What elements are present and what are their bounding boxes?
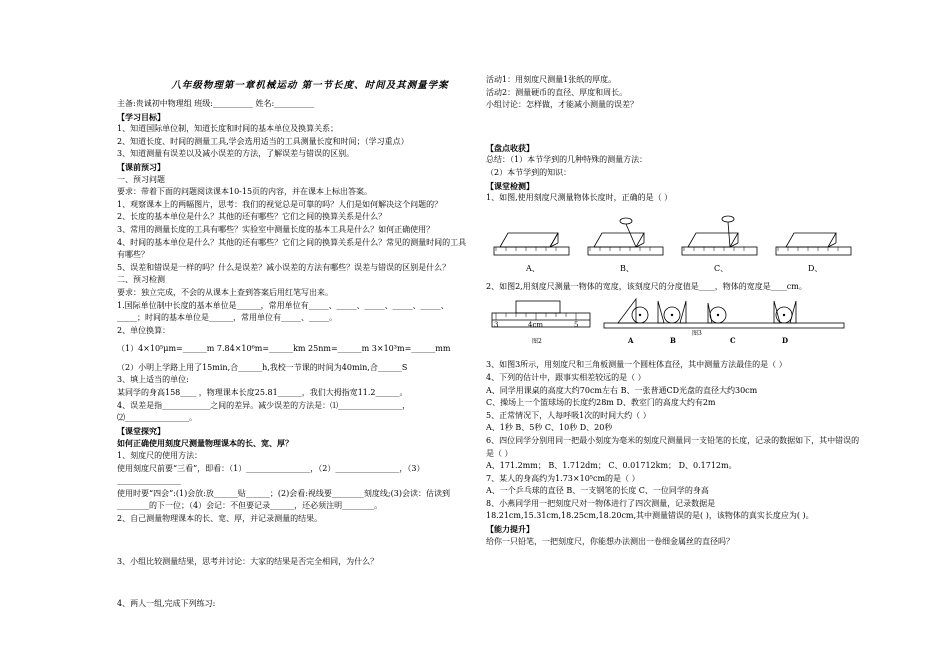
text-line: （1）4×10⁵μm=______m 7.84×10⁶m=______km 25nm=______m 3×10³m=______mm bbox=[117, 344, 451, 354]
tick-label: 5 bbox=[574, 321, 579, 330]
option-b-label: B、 bbox=[620, 263, 634, 273]
author-line: 主备:贵诚初中物理组 班级:__________ 姓名:__________ bbox=[117, 99, 315, 108]
text-line: 活动2：测量硬币的直径、厚度和周长。 bbox=[486, 87, 628, 97]
text-line: 1、如图,使用刻度尺测量物体长度时，正确的是（ ） bbox=[486, 193, 673, 203]
section-heading: 【能力提升】 bbox=[486, 524, 534, 535]
text-line: 2、自己测量物理课本的长、宽、厚，并记录测量的结果。 bbox=[117, 514, 323, 523]
text-line: A、一个乒乓球的直径 B、一支钢笔的长度 C、一位同学的身高 bbox=[486, 486, 709, 496]
text-line: 3、常用的测量长度的工具有哪些？实验室中测量长度的基本工具是什么？如何正确使用？ bbox=[117, 224, 435, 234]
tick-label: 3 bbox=[494, 321, 499, 330]
text-line: 活动1：用刻度尺测量1张纸的厚度。 bbox=[486, 75, 617, 84]
section-heading: 【课堂探究】 bbox=[117, 425, 165, 436]
figure-2-caption: 图2 bbox=[532, 338, 542, 346]
text-line: 4、两人一组,完成下列练习: bbox=[117, 599, 216, 609]
ruler-options-svg bbox=[486, 209, 861, 275]
text-line: 4、误差是指____________之间的差异。减少误差的方法是：⑴________________，⑵________________。 bbox=[117, 400, 411, 423]
text-line: 要求：带着下面的问题阅读课本10-15页的内容，并在课本上标出答案。 bbox=[117, 187, 373, 197]
text-line: 1.国际单位制中长度的基本单位是______，常用单位有_____、_____、_____、_____、_____、_____；时间的基本单位是______，常用单位有_____、_____。 bbox=[117, 300, 449, 323]
right-column bbox=[486, 74, 861, 548]
tick-label: 4cm bbox=[528, 321, 544, 330]
text-line: 4、下列的估计中，跟事实相差较远的是（ ） bbox=[486, 372, 646, 382]
text-line: 4、时间的基本单位是什么？其他的还有哪些？它们之间的换算关系是什么？常见的测量时间的工具有哪些？ bbox=[117, 237, 467, 260]
text-line: 使用刻度尺前要“三看”，即看：（1）________________，（2）________________，（3）________________ bbox=[117, 463, 425, 486]
text-line: （2）本节学到的知识： bbox=[486, 167, 572, 177]
text-line: A、1秒 B、5秒 C、10秒 D、20秒 bbox=[486, 423, 613, 433]
sub-heading: 如何正确使用刻度尺测量物理课本的长、宽、厚？ bbox=[117, 438, 293, 449]
text-line: 5、误差和错误是一样的吗？什么是误差？减小误差的方法有哪些？误差与错误的区别是什么？ bbox=[117, 262, 451, 272]
text-line: 2、知道长度、时间的测量工具,学会选用适当的工具测量长度和时间；（学习重点） bbox=[117, 136, 409, 146]
left-column bbox=[117, 86, 469, 611]
text-line: 1、刻度尺的使用方法： bbox=[117, 451, 203, 461]
text-line: 5、正常情况下，人每呼吸1次的时间大约（ ） bbox=[486, 410, 651, 420]
text-line: 2、长度的基本单位是什么？其他的还有哪些？它们之间的换算关系是什么？ bbox=[117, 212, 387, 222]
text-line: 1、知道国际单位制，知道长度和时间的基本单位及换算关系； bbox=[117, 124, 339, 134]
fig3-label-d: D bbox=[782, 336, 789, 346]
fig3-label-a: A bbox=[628, 336, 634, 346]
text-line: 2、如图2,用刻度尺测量一物体的宽度，该刻度尺的分度值是____，物体的宽度是____cm。 bbox=[486, 281, 807, 291]
ruler-figure-1 bbox=[486, 209, 861, 275]
text-line: 要求：独立完成，不会的从课本上查到答案后用红笔写出来。 bbox=[117, 287, 333, 297]
text-line: 总结：（1）本节学到的几种特殊的测量方法： bbox=[486, 155, 648, 165]
option-c-label: C、 bbox=[714, 263, 729, 273]
fig3-label-c: C bbox=[730, 336, 736, 346]
text-line: 给你一只铅笔，一把刻度尺，你能想办法测出一卷细金属丝的直径吗？ bbox=[486, 536, 734, 546]
text-line: C、操场上一个篮球场的长度约28m D、教室门的高度大约有2m bbox=[486, 398, 716, 408]
page-title: 八年级物理第一章机械运动 第一节长度、时间及其测量学案 bbox=[171, 80, 449, 91]
option-d-label: D、 bbox=[808, 263, 823, 273]
text-line: 某同学的身高158____ ，物理课本长度25.81______，我们大拇指宽11.2______。 bbox=[117, 388, 408, 398]
text-line: 一、预习问题 bbox=[117, 174, 165, 184]
ruler-and-cylinder-svg bbox=[486, 295, 861, 353]
text-line: 3、知道测量有误差以及减小误差的方法，了解误差与错误的区别。 bbox=[117, 149, 355, 159]
text-line: 1、观察课本上的两幅图片，思考：我们的视觉总是可靠的吗？人们是如何解决这个问题的？ bbox=[117, 199, 443, 209]
text-line: 3、填上适当的单位: bbox=[117, 375, 189, 385]
text-line: A、同学用课桌的高度大约70cm左右 B、一张普通CD光盘的直径大约30cm bbox=[486, 385, 758, 395]
section-heading: 【课堂检测】 bbox=[486, 180, 534, 191]
ruler-figure-2-3 bbox=[486, 295, 861, 353]
text-line: 8、小燕同学用一把刻度尺对一物体进行了四次测量，记录数据是18.21cm,15.31cm,18.25cm,18.20cm,其中测量错误的是( )，该物体的真实长度应为( )。 bbox=[486, 498, 814, 521]
text-line: （2）小明上学路上用了15min,合______h,我校一节课的时间为40min,合______S bbox=[117, 362, 408, 372]
text-line: 6、四位同学分别用同一把最小刻度为毫米的刻度尺测量同一支铅笔的长度，记录的数据如下，其中错误的是（ ） bbox=[486, 435, 860, 458]
text-line: A、171.2mm； B、1.712dm； C、0.01712km； D、0.1712m。 bbox=[486, 461, 737, 471]
section-heading: 【课前预习】 bbox=[117, 161, 165, 172]
figure-3-caption: 图3 bbox=[692, 330, 702, 338]
text-line: 7、某人的身高约为1.73×10⁵cm的是（ ） bbox=[486, 473, 640, 483]
text-line: 2、单位换算： bbox=[117, 325, 171, 335]
text-line: 3、如图3所示，用刻度尺和三角板测量一个圆柱体直径，其中测量方法最佳的是（ ） bbox=[486, 360, 787, 370]
text-line: 小组讨论：怎样做，才能减小测量的误差？ bbox=[486, 100, 638, 110]
text-line: 使用时要“四会”:(1)会放:放______贴______；(2)会看:视线要________刻度线;(3)会读：估读到________的下一位；（4）会记：不但要记录______，还必须注明________。 bbox=[117, 488, 450, 511]
text-line: 二、预习检测 bbox=[117, 275, 165, 285]
text-line: 3、小组比较测量结果，思考并讨论：大家的结果是否完全相同，为什么？ bbox=[117, 556, 379, 566]
section-heading: 【盘点收获】 bbox=[486, 142, 534, 153]
option-a-label: A、 bbox=[526, 263, 540, 273]
section-heading: 【学习目标】 bbox=[117, 111, 165, 122]
fig3-label-b: B bbox=[670, 336, 676, 346]
